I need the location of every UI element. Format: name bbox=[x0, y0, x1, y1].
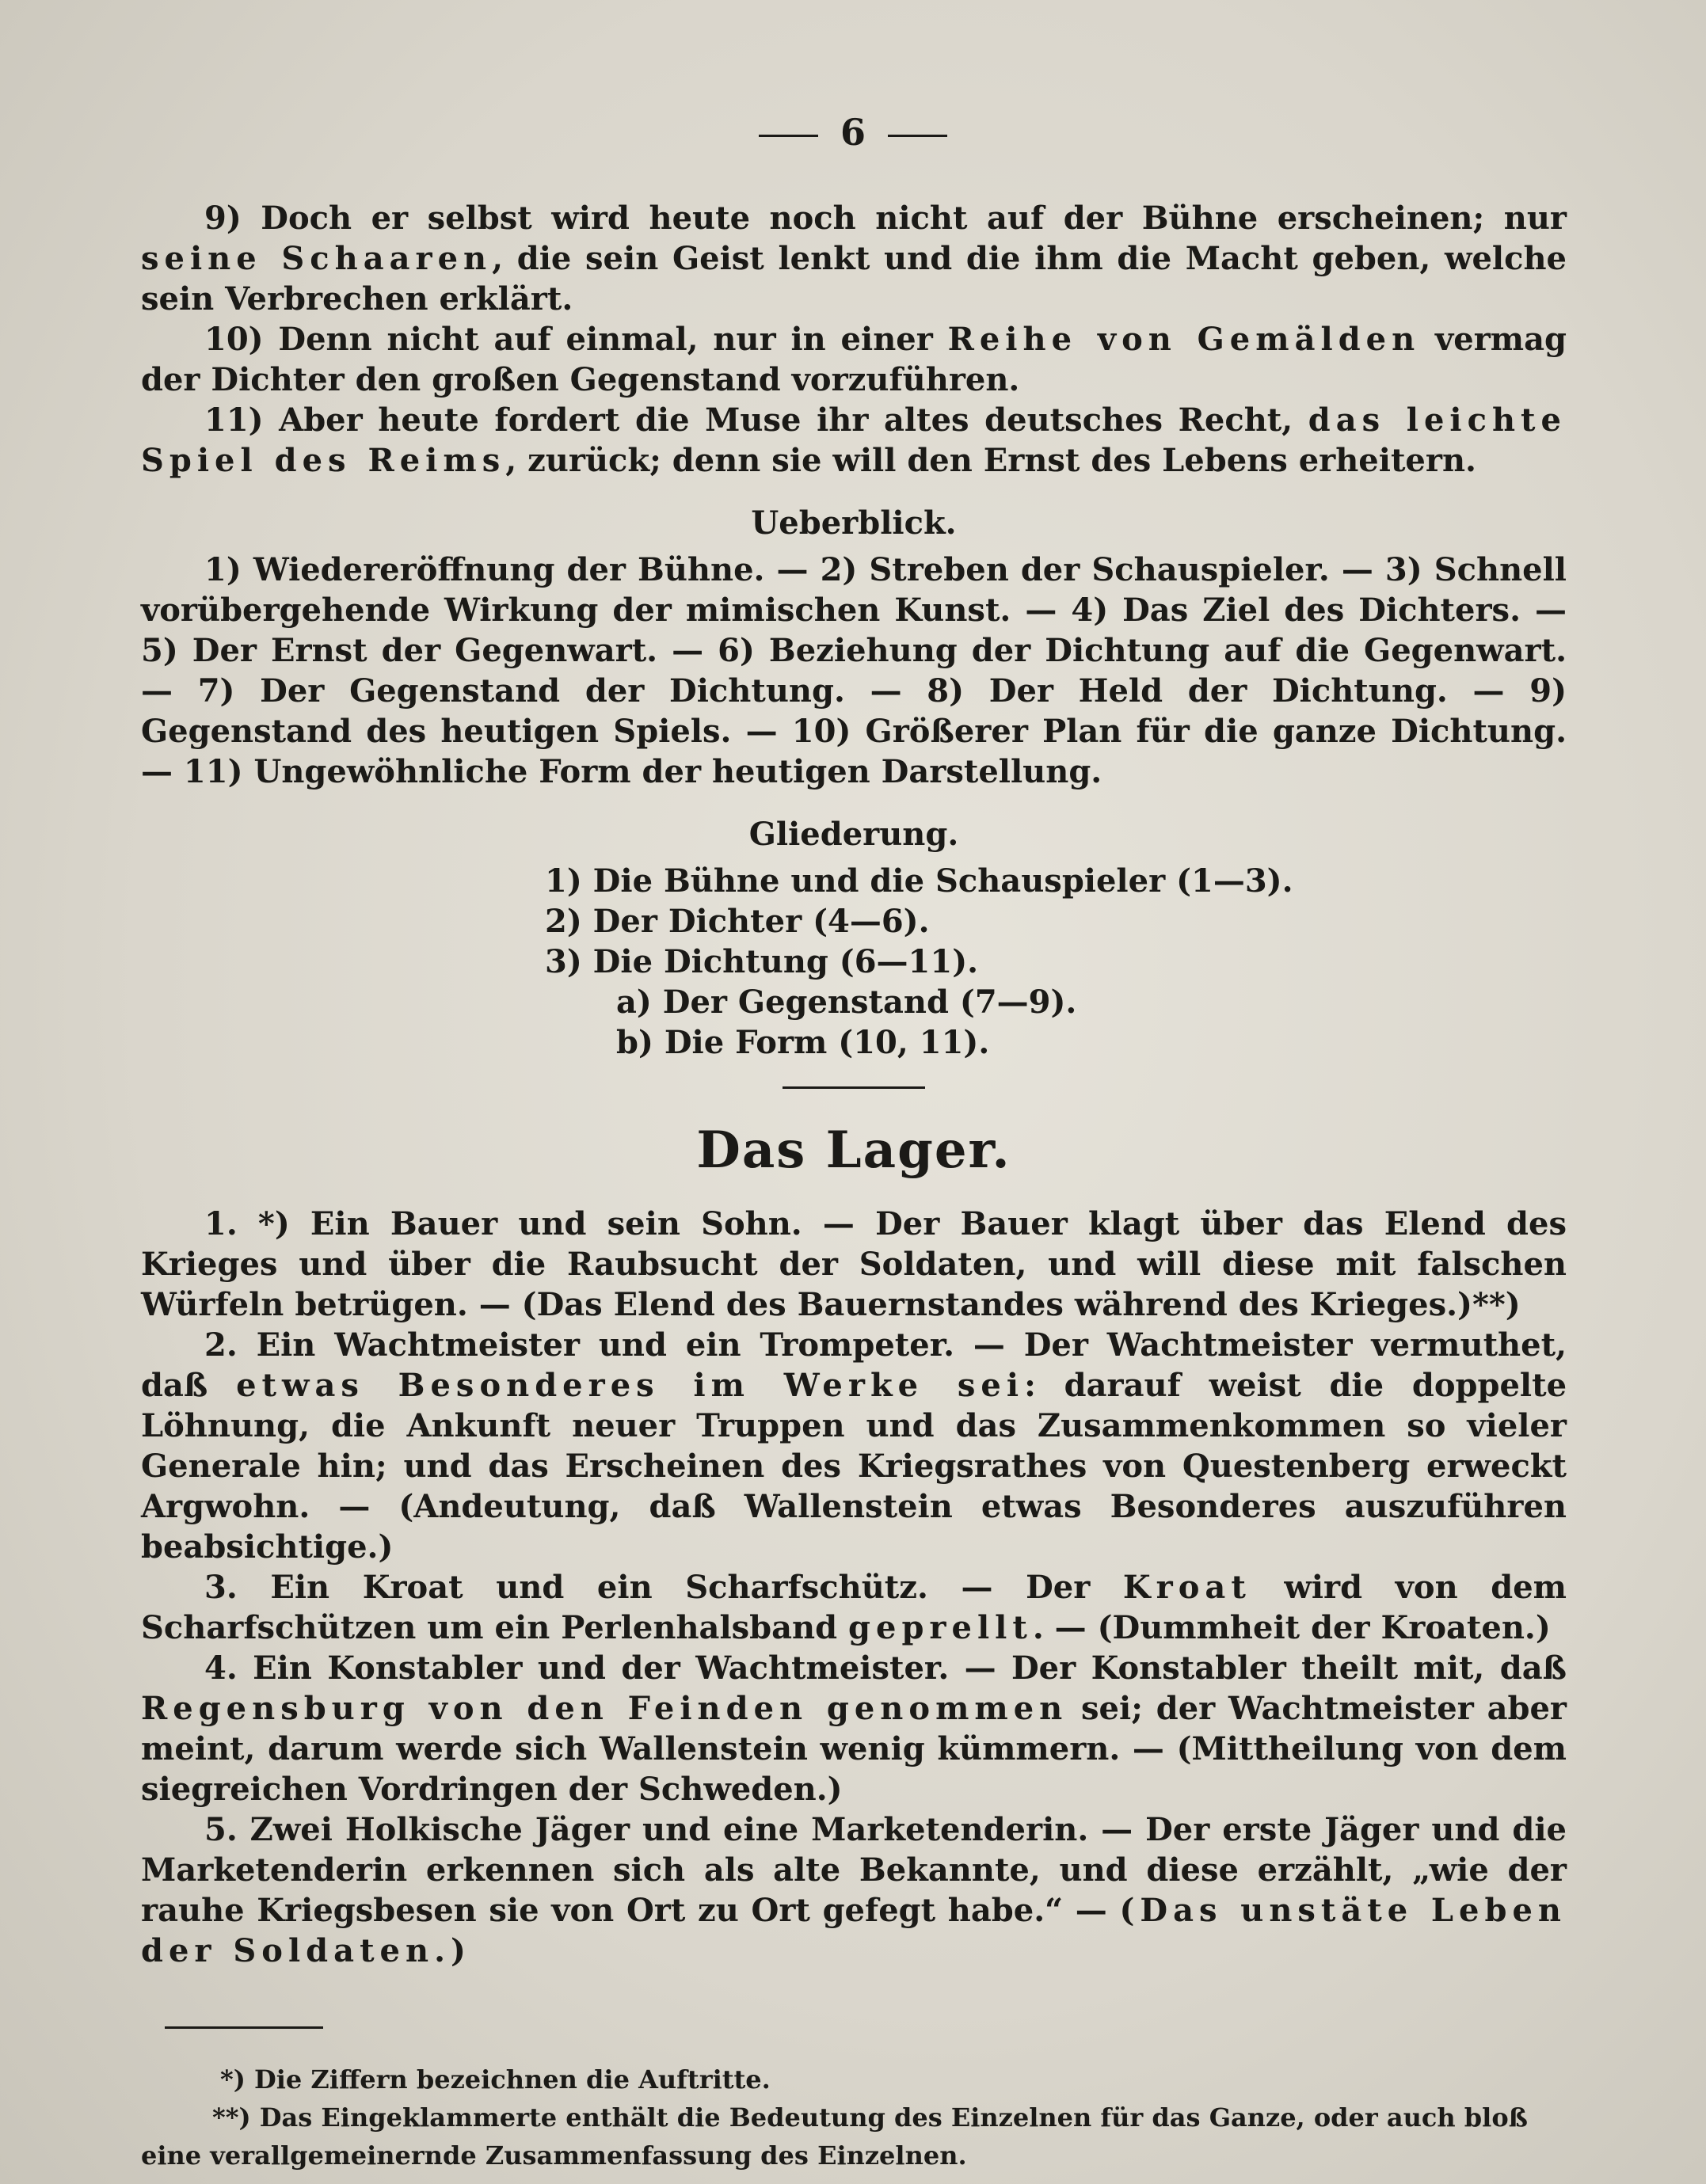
overview-text: 1) Wiedereröffnung der Bühne. — 2) Streben der Schauspieler. — 3) Schnell vorübergehende Wirkung der mimischen Kunst. — 4) Das Ziel des Dichters. — 5) Der Ernst der Gegenwart. — 6) Beziehung der Dichtung auf die Gegenwart. — 7) Der Gegenstand der Dichtung. — 8) Der Held der Dichtung. — 9) Gegenstand des heutigen Spiels. — 10) Größerer Plan für die ganze Dichtung. — 11) Ungewöhnliche Form der heutigen Darstellung. bbox=[141, 551, 1567, 790]
outline-subitem: a) Der Gegenstand (7—9). bbox=[616, 984, 1077, 1021]
outline-heading: Gliederung. bbox=[748, 816, 959, 853]
outline-subitem: b) Die Form (10, 11). bbox=[616, 1024, 990, 1061]
scene-1: 1. *) Ein Bauer und sein Sohn. — Der Bauer klagt über das Elend des Krieges und über die Raubsucht der Soldaten, und will diese mit falschen Würfeln betrügen. — (Das Elend des Bauernstandes während des Krieges.)**) bbox=[141, 1205, 1567, 1323]
main-content bbox=[141, 198, 1567, 2174]
outline-item: 3) Die Dichtung (6—11). bbox=[545, 943, 979, 980]
outline-list bbox=[545, 861, 1567, 1063]
paragraph-9: 9) Doch er selbst wird heute noch nicht auf der Bühne erscheinen; nur seine Schaaren, die sein Geist lenkt und die ihm die Macht geben, welche sein Verbrechen erklärt. bbox=[141, 200, 1567, 318]
footnote-2: **) Das Eingeklammerte enthält die Bedeutung des Einzelnen für das Ganze, oder auch bloß eine verallgemeinernde Zusammenfassung des Einzelnen. bbox=[141, 2102, 1528, 2171]
page-number-header bbox=[0, 111, 1706, 154]
overview-heading: Ueberblick. bbox=[751, 504, 957, 542]
paragraph-10: 10) Denn nicht auf einmal, nur in einer Reihe von Gemälden vermag der Dichter den großen Gegenstand vorzuführen. bbox=[141, 321, 1567, 398]
scene-3: 3. Ein Kroat und ein Scharfschütz. — Der Kroat wird von dem Scharfschützen um ein Perlenhalsband geprellt. — (Dummheit der Kroaten.) bbox=[141, 1569, 1567, 1646]
footnote-divider bbox=[165, 2026, 323, 2029]
footnote-1: *) Die Ziffern bezeichnen die Auftritte. bbox=[220, 2064, 771, 2095]
scene-5: 5. Zwei Holkische Jäger und eine Marketenderin. — Der erste Jäger und die Marketenderin erkennen sich als alte Bekannte, und diese erzählt, „wie der rauhe Kriegsbesen sie von Ort zu Ort gefegt habe.“ — (Das unstäte Leben der Soldaten.) bbox=[141, 1811, 1567, 1969]
header-dash-right bbox=[888, 135, 947, 137]
outline-item: 1) Die Bühne und die Schauspieler (1—3). bbox=[545, 862, 1293, 900]
section-divider bbox=[783, 1086, 925, 1089]
outline-item: 2) Der Dichter (4—6). bbox=[545, 903, 930, 940]
page-number: 6 bbox=[840, 111, 866, 154]
section-title: Das Lager. bbox=[696, 1121, 1011, 1180]
header-dash-left bbox=[759, 135, 818, 137]
paragraph-11: 11) Aber heute fordert die Muse ihr altes deutsches Recht, das leichte Spiel des Reims, zurück; denn sie will den Ernst des Lebens erheitern. bbox=[141, 401, 1567, 479]
scene-2: 2. Ein Wachtmeister und ein Trompeter. — Der Wachtmeister vermuthet, daß etwas Besonderes im Werke sei: darauf weist die doppelte Löhnung, die Ankunft neuer Truppen und das Zusammenkommen so vieler Generale hin; und das Erscheinen des Kriegsrathes von Questenberg erweckt Argwohn. — (Andeutung, daß Wallenstein etwas Besonderes auszuführen beabsichtige.) bbox=[141, 1326, 1567, 1566]
scene-4: 4. Ein Konstabler und der Wachtmeister. — Der Konstabler theilt mit, daß Regensburg von den Feinden genommen sei; der Wachtmeister aber meint, darum werde sich Wallenstein wenig kümmern. — (Mittheilung von dem siegreichen Vordringen der Schweden.) bbox=[141, 1649, 1567, 1808]
